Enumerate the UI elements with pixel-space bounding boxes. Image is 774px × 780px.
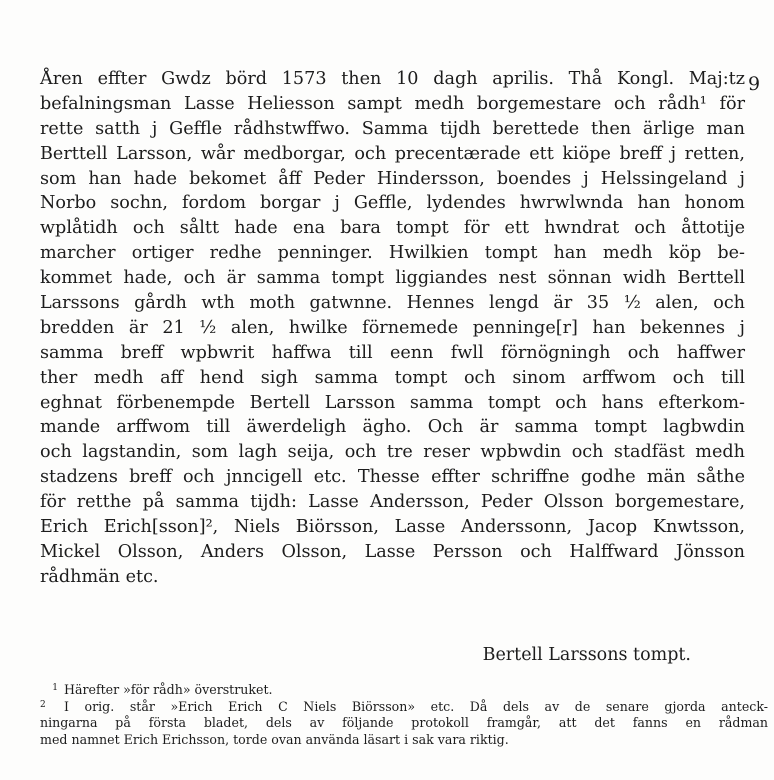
text-line: Larssons gårdh wth moth gatwnne. Hennes lengd är 35 ½ alen, och	[40, 293, 745, 314]
text-line: marcher ortiger redhe penninger. Hwilkien tompt han medh köp be-	[40, 243, 745, 264]
text-line: och lagstandin, som lagh seija, och tre reser wpbwdin och stadfäst medh	[40, 442, 745, 463]
text-line: mande arffwom till äwerdeligh ägho. Och är samma tompt lagbwdin	[40, 417, 745, 438]
text-line: Mickel Olsson, Anders Olsson, Lasse Persson och Halffward Jönsson	[40, 541, 745, 562]
text-line: kommet hade, och är samma tompt liggiandes nest sönnan widh Berttell	[40, 268, 745, 289]
entry-caption: Bertell Larssons tompt.	[482, 645, 691, 665]
text-line: för retthe på samma tijdh: Lasse Andersson, Peder Olsson borgemestare,	[40, 492, 745, 513]
text-line: Berttell Larsson, wår medborgar, och precentærade ett kiöpe breff j retten,	[40, 143, 745, 164]
text-line: befalningsman Lasse Heliesson sampt medh borgemestare och rådh¹ för	[40, 93, 745, 114]
text-line: bredden är 21 ½ alen, hwilke förnemede penninge[r] han bekennes j	[40, 317, 745, 338]
text-line: stadzens breff och jnncigell etc. Thesse effter schriffne godhe män såthe	[40, 467, 745, 488]
footnote-1	[40, 682, 768, 699]
text-line: rådhmän etc.	[40, 566, 159, 587]
text-line: ther medh aff hend sigh samma tompt och sinom arffwom och till	[40, 367, 745, 388]
page-number: 9	[748, 73, 761, 95]
footnote-number: 2	[40, 699, 46, 710]
text-line: som han hade bekomet åff Peder Hindersson, boendes j Helssingeland j	[40, 168, 745, 189]
text-line: Åren effter Gwdz börd 1573 then 10 dagh aprilis. Thå Kongl. Maj:tz	[40, 69, 745, 89]
footnote-text-line: ningarna på första bladet, dels av följande protokoll framgår, att det fanns en rådman	[40, 715, 768, 730]
footnote-2	[40, 699, 768, 716]
record-text	[40, 67, 745, 590]
footnote-text-line: med namnet Erich Erichsson, torde ovan använda läsart i sak vara riktig.	[40, 731, 509, 747]
text-line: wplåtidh och såltt hade ena bara tompt för ett hwndrat och åttotije	[40, 218, 745, 239]
footnote-text: Härefter »för rådh» överstruket.	[64, 682, 273, 697]
text-line: rette satth j Geffle rådhstwffwo. Samma tijdh berettede then ärlige man	[40, 118, 745, 139]
text-line: Norbo sochn, fordom borgar j Geffle, lydendes hwrwlwnda han honom	[40, 193, 745, 214]
footnote-number: 1	[52, 683, 58, 693]
text-line: Erich Erich[sson]², Niels Biörsson, Lasse Anderssonn, Jacop Knwtsson,	[40, 517, 745, 538]
footnote-text: I orig. står »Erich Erich C Niels Biörsson» etc. Då dels av de senare gjorda anteck-	[64, 698, 768, 714]
text-line: eghnat förbenempde Bertell Larsson samma tompt och hans efterkom-	[40, 392, 745, 413]
footnotes	[40, 682, 768, 748]
text-line: samma breff wpbwrit haffwa till eenn fwll förnögningh och haffwer	[40, 342, 745, 363]
